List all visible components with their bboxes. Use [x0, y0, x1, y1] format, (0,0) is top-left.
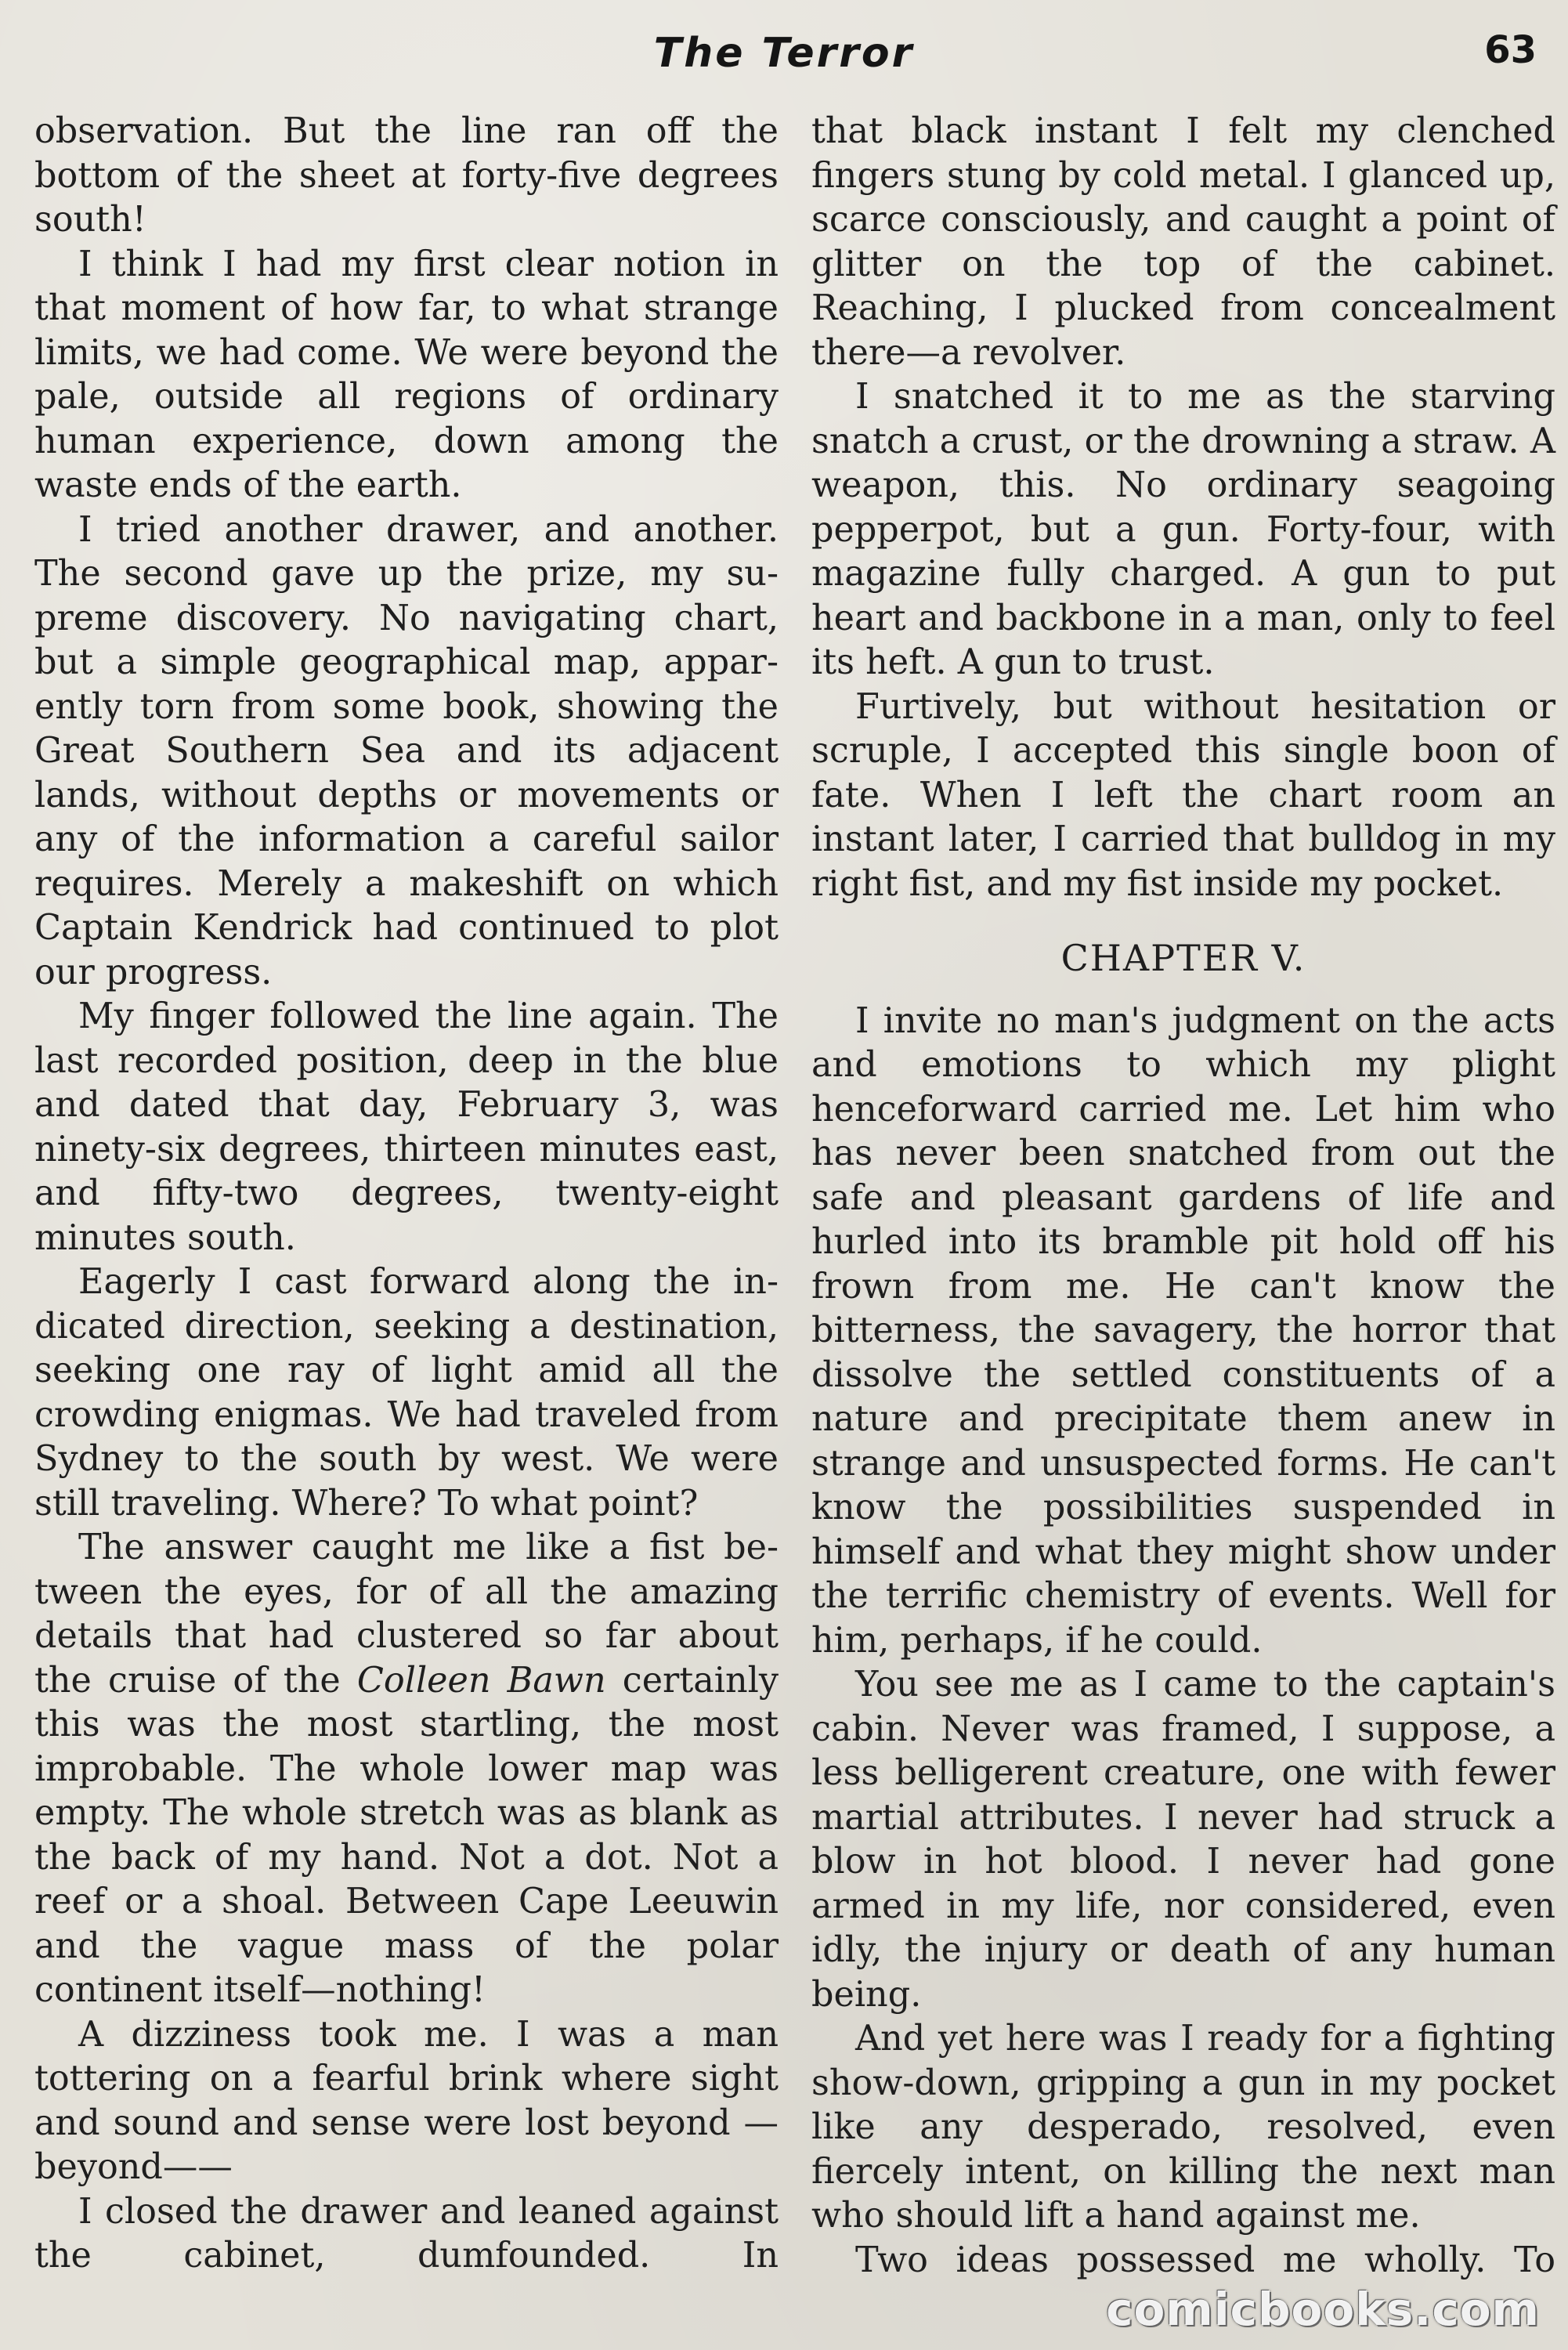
paragraph: Eagerly I cast forward along the indicated direction, seeking a destination, seeking one ray of light amid all the crowding enigmas. We had traveled from Sydney to the south by west. We were still traveling. Where? To what point?: [34, 1262, 779, 1524]
paragraph: You see me as I came to the captain's cabin. Never was framed, I suppose, a less belligerent creature, one with fewer martial attributes. I never had struck a blow in hot blood. I never had gone armed in my life, nor considered, even idly, the injury or death of any human being.: [811, 1665, 1555, 2015]
paragraph: I snatched it to me as the starving snatch a crust, or the drowning a straw. A weapon, this. No ordinary seagoing pepperpot, but a gun. Forty-four, with magazine fully charged. A gun to put heart and backbone in a man, only to feel its heft. A gun to trust.: [811, 377, 1555, 682]
paragraph: And yet here was I ready for a fighting show-down, gripping a gun in my pocket like any desperado, resolved, even fiercely intent, on killing the next man who should lift a hand against me.: [811, 2019, 1555, 2236]
paragraph: Furtively, but without hesitation or scruple, I accepted this single boon of fate. When I left the chart room an instant later, I carried that bulldog in my right fist, and my fist inside my pocket.: [811, 686, 1555, 904]
left-text-column: [34, 110, 779, 2279]
paragraph: I think I had my first clear notion in that moment of how far, to what strange limits, we had come. We were beyond the pale, outside all regions of ordinary human experience, down among the waste ends of the earth.: [34, 244, 779, 505]
paragraph: A dizziness took me. I was a man tottering on a fearful brink where sight and sound and sense were lost beyond —beyond——: [34, 2014, 779, 2187]
paragraph-text: The answer caught me like a fist between the eyes, for of all the amazing details that had clustered so far about the cruise of the: [34, 1528, 779, 1701]
ship-name: Colleen Bawn: [356, 1660, 606, 1701]
page-header: [31, 22, 1537, 85]
right-text-column: [811, 110, 1555, 2283]
paragraph: My finger followed the line again. The last recorded position, deep in the blue and dated that day, February 3, was ninety-six degrees, thirteen minutes east, and fifty-two degrees, twenty-eight minutes south.: [34, 996, 779, 1258]
running-title: The Terror: [653, 30, 915, 77]
paragraph: I closed the drawer and leaned against the cabinet, dumfounded. In: [34, 2191, 779, 2276]
site-watermark: comicbooks.com: [1106, 2283, 1540, 2336]
continued-paragraph: that black instant I felt my clenched fingers stung by cold metal. I glanced up, scarce consciously, and caught a point of glitter on the top of the cabinet. Reaching, I plucked from concealment there—a revolver.: [811, 111, 1555, 373]
paragraph: [34, 1526, 779, 2013]
page-number: 63: [1484, 28, 1537, 72]
chapter-heading: CHAPTER V.: [1060, 937, 1306, 979]
paragraph-text: certainly this was the most startling, the most improbable. The whole lower map was empty. The whole stretch was as blank as the back of my hand. Not a dot. Not a reef or a shoal. Between Cape Leeuwin and the vague mass of the polar continent itself—nothing!: [34, 1660, 779, 2010]
continued-paragraph: observation. But the line ran off the bottom of the sheet at forty-five degrees south!: [34, 111, 779, 240]
paragraph: Two ideas possessed me wholly. To: [855, 2240, 1555, 2280]
paragraph: I tried another drawer, and another. The second gave up the prize, my supreme discovery. No navigating chart, but a simple geographical map, apparently torn from some book, showing the Great Southern Sea and its adjacent lands, without depths or movements or any of the information a careful sailor requires. Merely a makeshift on which Captain Kendrick had continued to plot our progress.: [34, 509, 779, 992]
paragraph: I invite no man's judgment on the acts and emotions to which my plight henceforward carried me. Let him who has never been snatched from out the safe and pleasant gardens of life and hurled into its bramble pit hold off his frown from me. He can't know the bitterness, the savagery, the horror that dissolve the settled constituents of a nature and precipitate them anew in strange and unsuspected forms. He can't know the possibilities suspended in himself and what they might show under the terrific chemistry of events. Well for him, perhaps, if he could.: [811, 1000, 1555, 1661]
